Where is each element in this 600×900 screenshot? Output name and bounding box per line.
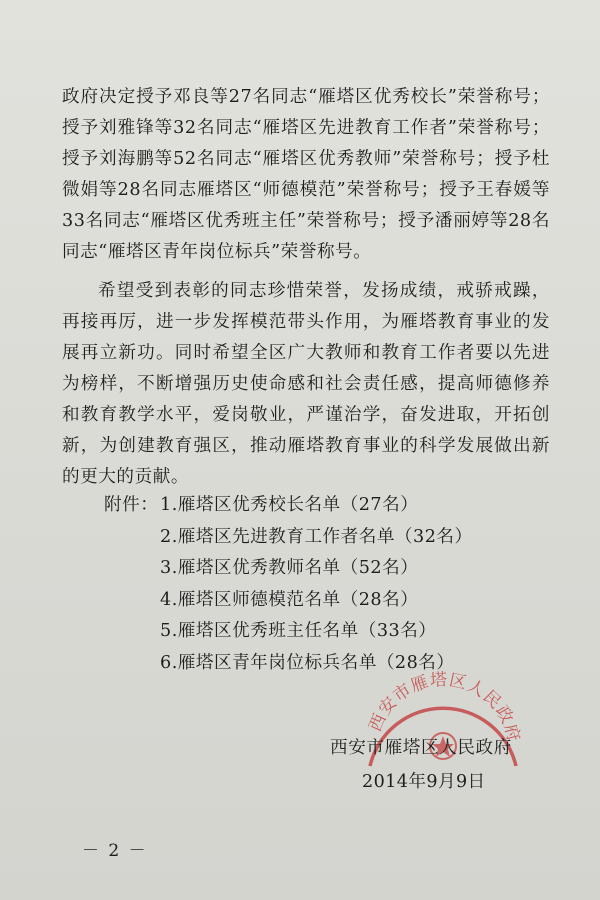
attachment-item: 1.雁塔区优秀校长名单（27名） <box>160 495 419 515</box>
page-number: － 2 － <box>82 841 148 861</box>
attachment-item: 4.雁塔区师德模范名单（28名） <box>160 589 419 610</box>
attachments-label: 附件： <box>104 495 159 515</box>
svg-text:西安市雁塔区人民政府: 西安市雁塔区人民政府 <box>365 670 524 745</box>
attachment-item: 2.雁塔区先进教育工作者名单（32名） <box>160 526 473 547</box>
attachment-item: 6.雁塔区青年岗位标兵名单（28名） <box>160 652 455 673</box>
attachment-item: 3.雁塔区优秀教师名单（52名） <box>160 558 419 578</box>
body-paragraph-2: 希望受到表彰的同志珍惜荣誉，发扬成绩，戒骄戒躁，再接再厉，进一步发挥模范带头作用，为雁塔教育事业的发展再立新功。同时希望全区广大教师和教育工作者要以先进为榜样，不断增强历史使命感和社会责任感，提高师德修养和教育教学水平，爱岗敬业，严谨治学，奋发进取，开拓创新，为创建教育强区，推动雁塔教育事业的科学发展做出新的更大的贡献。 <box>62 281 550 487</box>
issue-date: 2014年9月9日 <box>362 772 486 792</box>
attachment-item: 5.雁塔区优秀班主任名单（33名） <box>160 621 437 641</box>
body-paragraph-1: 政府决定授予邓良等27名同志“雁塔区优秀校长”荣誉称号；授予刘雅锋等32名同志“雁塔区先进教育工作者”荣誉称号；授予刘海鹏等52名同志“雁塔区优秀教师”荣誉称号；授予杜微娟等28名同志雁塔区“师德模范”荣誉称号；授予王春媛等33名同志“雁塔区优秀班主任”荣誉称号；授予潘丽婷等28名同志“雁塔区青年岗位标兵”荣誉称号。 <box>62 87 550 262</box>
issuer-signature: 西安市雁塔区人民政府 <box>330 738 512 758</box>
